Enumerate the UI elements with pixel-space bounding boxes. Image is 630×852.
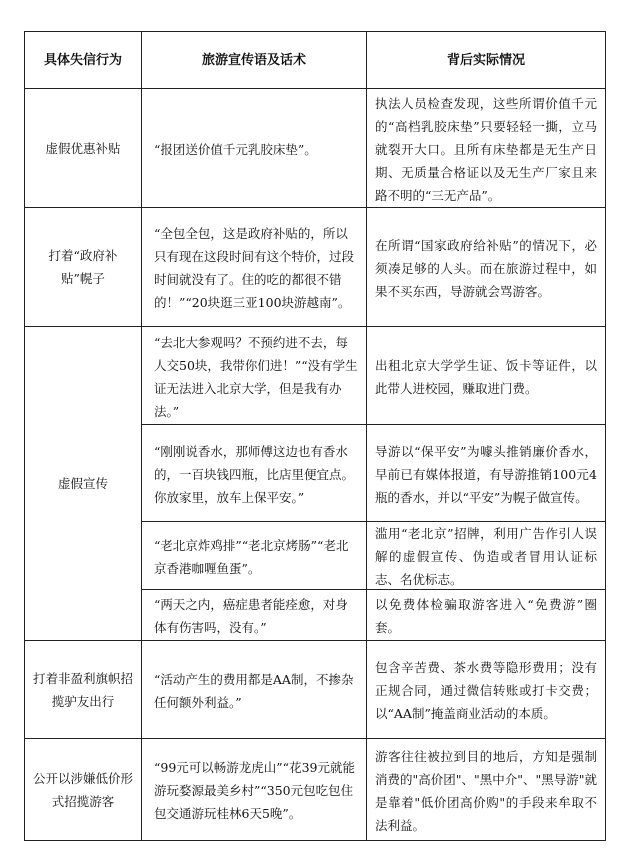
reality-cell: 执法人员检查发现，这些所谓价值千元的“高档乳胶床垫”只要轻轻一撕，立马就裂开大口。且所有床垫都是无生产日期、无质量合格证以及无生产厂家且来路不明的“三无产品”。	[375, 95, 597, 203]
header-slogan: 旅游宣传语及话术	[201, 52, 306, 68]
behavior-cell: 虚假优惠补贴	[45, 140, 121, 156]
behavior-cell: 打着非盈利旗帜招揽驴友出行	[33, 670, 134, 709]
behavior-cell: 虚假宣传	[57, 476, 108, 491]
reality-cell: 包含辛苦费、茶水费等隐形费用；没有正规合同，通过微信转账或打卡交费；以“AA制”掩盖商业活动的本质。	[375, 660, 597, 721]
reality-cell: 出租北京大学学生证、饭卡等证件，以此带人进校园，赚取进门费。	[375, 357, 597, 396]
slogan-cell: “两天之内，癌症患者能痊愈，对身体有伤害吗，没有。”	[154, 597, 348, 635]
behavior-cell: 打着“政府补贴”幌子	[48, 248, 118, 286]
slogan-cell: “老北京炸鸡排”“老北京烤肠”“老北京香港咖喱鱼蛋”。	[154, 537, 349, 576]
table-border-right	[605, 31, 606, 841]
reality-cell: 游客往往被拉到目的地后，方知是强制消费的"高价团"、"黑中介"、"黑导游"就是靠着"低价团高价购"的手段来牟取不法利益。	[375, 748, 597, 833]
slogan-cell: “99元可以畅游龙虎山”“花39元就能游玩婺源最美乡村”“350元包吃包住包交通游玩桂林6天5晚”。	[154, 760, 355, 821]
reality-cell: 导游以“保平安”为噱头推销廉价香水，早前已有媒体报道，有导游推销100元4瓶的香水，并以“平安”为幌子做宣传。	[375, 443, 597, 505]
reality-cell: 滥用“老北京”招牌，利用广告作引人误解的虚假宣传、伪造或者冒用认证标志、名优标志。	[375, 526, 597, 587]
slogan-cell: “报团送价值千元乳胶床垫”。	[154, 141, 317, 157]
slogan-cell: “去北大参观吗？不预约进不去，每人交50块，我带你们进！”“没有学生证无法进入北京大学，但是我有办法。”	[154, 334, 358, 419]
behavior-cell: 公开以涉嫌低价形式招揽游客	[33, 770, 134, 809]
slogan-cell: “活动产生的费用都是AA制，不掺杂任何额外利益。”	[154, 671, 354, 710]
table-border-bottom	[24, 840, 606, 841]
reality-cell: 以免费体检骗取游客进入“免费游”圈套。	[375, 597, 597, 635]
slogan-cell: “全包全包，这是政府补贴的，所以只有现在这段时间有这个特价，过段时间就没有了。住的吃的都很不错的！”“20块逛三亚100块游越南”。	[154, 226, 355, 310]
reality-cell: 在所谓“国家政府给补贴”的情况下，必须凑足够的人头。而在旅游过程中，如果不买东西，导游就会骂游客。	[375, 237, 597, 299]
header-reality: 背后实际情况	[446, 52, 525, 68]
slogan-cell: “刚刚说香水，那师傅这边也有香水的，一百块钱四瓶，比店里便宜点。你放家里，放车上保平安。”	[154, 443, 355, 505]
header-behavior: 具体失信行为	[43, 52, 122, 68]
